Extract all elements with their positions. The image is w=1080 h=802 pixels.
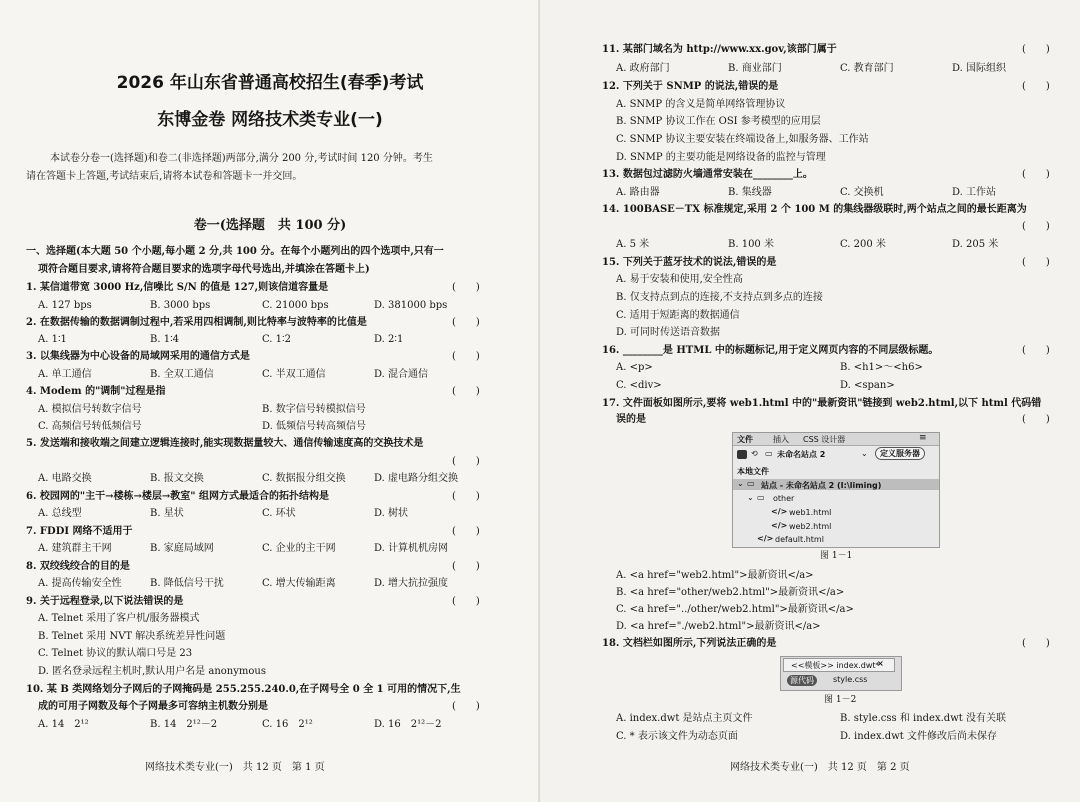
- answer-option[interactable]: B. 1∶4: [150, 334, 180, 345]
- answer-blank: ( ): [452, 386, 480, 397]
- answer-option[interactable]: A. 5 米: [616, 239, 650, 250]
- question-line: C. Telnet 协议的默认端口号是 23: [38, 648, 193, 659]
- answer-blank: ( ): [452, 526, 480, 537]
- answer-option[interactable]: A. 14 2¹²: [38, 719, 89, 730]
- answer-blank: ( ): [1022, 81, 1050, 92]
- answer-option[interactable]: B. style.css 和 index.dwt 没有关联: [840, 713, 1006, 724]
- code-file-icon: </>: [757, 534, 774, 543]
- answer-option[interactable]: B. <h1>～<h6>: [840, 362, 923, 373]
- question-line: 14. 100BASE－TX 标准规定,采用 2 个 100 M 的集线器级联时,两个站点之间的最长距离为: [602, 204, 1027, 215]
- question-line: A. <a href="web2.html">最新资讯</a>: [616, 570, 814, 581]
- define-server-button[interactable]: 定义服务器: [875, 447, 925, 460]
- answer-option[interactable]: B. 3000 bps: [150, 300, 211, 311]
- tree-item-web1[interactable]: web1.html: [789, 508, 832, 517]
- section-intro-2: 项符合题目要求,请将符合题目要求的选项字母代号选出,并填涂在答题卡上): [38, 264, 370, 275]
- page-1-footer: 网络技术类专业(一) 共 12 页 第 1 页: [145, 762, 325, 773]
- question-line: B. Telnet 采用 NVT 解决系统差异性问题: [38, 631, 226, 642]
- answer-option[interactable]: B. 星状: [150, 508, 184, 519]
- question-line: 8. 双绞线绞合的目的是: [26, 561, 130, 572]
- answer-blank: ( ): [1022, 169, 1050, 180]
- answer-option[interactable]: C. 半双工通信: [262, 369, 326, 380]
- folder-icon: ▭: [757, 493, 765, 502]
- answer-option[interactable]: B. 家庭局域网: [150, 543, 214, 554]
- answer-option[interactable]: C. 企业的主干网: [262, 543, 336, 554]
- question-line: C. 适用于短距离的数据通信: [616, 310, 740, 321]
- close-icon[interactable]: ×: [877, 659, 884, 668]
- answer-option[interactable]: C. 交换机: [840, 187, 884, 198]
- answer-option[interactable]: B. 报文交换: [150, 473, 204, 484]
- answer-option[interactable]: D. 205 米: [952, 239, 999, 250]
- question-line: 7. FDDI 网络不适用于: [26, 526, 133, 537]
- answer-option[interactable]: B. 全双工通信: [150, 369, 214, 380]
- code-file-icon: </>: [771, 507, 788, 516]
- question-line: 13. 数据包过滤防火墙通常安装在________上。: [602, 169, 813, 180]
- answer-option[interactable]: A. 建筑群主干网: [38, 543, 112, 554]
- question-line: 9. 关于远程登录,以下说法错误的是: [26, 596, 184, 607]
- tree-item-default[interactable]: default.html: [775, 535, 824, 544]
- document-tab-title: <<模板>> index.dwt*: [791, 661, 880, 670]
- answer-option[interactable]: C. 21000 bps: [262, 300, 329, 311]
- tree-item-web2[interactable]: web2.html: [789, 522, 832, 531]
- question-line: 1. 某信道带宽 3000 Hz,信噪比 S/N 的值是 127,则该信道容量是: [26, 282, 329, 293]
- question-line: 2. 在数据传输的数据调制过程中,若采用四相调制,则比特率与波特率的比值是: [26, 317, 367, 328]
- chevron-down-icon[interactable]: ⌄: [861, 449, 868, 458]
- answer-option[interactable]: C. 200 米: [840, 239, 886, 250]
- document-bar-figure: [780, 656, 902, 691]
- instructions-line-1: 本试卷分卷一(选择题)和卷二(非选择题)两部分,满分 200 分,考试时间 120 分钟。考生: [50, 153, 433, 164]
- question-line: B. 仅支持点到点的连接,不支持点到多点的连接: [616, 292, 823, 303]
- question-line: 17. 文件面板如图所示,要将 web1.html 中的"最新资讯"链接到 web2.html,以下 html 代码错: [602, 398, 1042, 409]
- code-file-icon: </>: [771, 521, 788, 530]
- section-intro-1: 一、选择题(本大题 50 个小题,每小题 2 分,共 100 分。在每个小题列出的四个选项中,只有一: [26, 246, 444, 257]
- answer-option[interactable]: C. <div>: [616, 380, 662, 391]
- answer-blank: ( ): [452, 561, 480, 572]
- answer-option[interactable]: C. 数据报分组交换: [262, 473, 346, 484]
- tab-insert[interactable]: 插入: [773, 435, 789, 444]
- question-line: A. 易于安装和使用,安全性高: [616, 274, 743, 285]
- answer-option[interactable]: A. 提高传输安全性: [38, 578, 122, 589]
- question-line: 15. 下列关于蓝牙技术的说法,错误的是: [602, 257, 777, 268]
- answer-option[interactable]: C. * 表示该文件为动态页面: [616, 731, 738, 742]
- answer-option[interactable]: D. <span>: [840, 380, 895, 391]
- page-2-footer: 网络技术类专业(一) 共 12 页 第 2 页: [730, 762, 910, 773]
- question-line: 误的是: [616, 414, 646, 425]
- sync-icon[interactable]: ⟲: [751, 449, 758, 458]
- answer-option[interactable]: B. 降低信号干扰: [150, 578, 224, 589]
- question-line: D. <a href="./web2.html">最新资讯</a>: [616, 621, 821, 632]
- answer-option[interactable]: D. 混合通信: [374, 369, 429, 380]
- question-line: D. 可同时传送语音数据: [616, 327, 721, 338]
- answer-blank: ( ): [452, 317, 480, 328]
- answer-option[interactable]: D. 381000 bps: [374, 300, 448, 311]
- question-line: 16. ________是 HTML 中的标题标记,用于定义网页内容的不同层级标题。: [602, 345, 939, 356]
- answer-blank: ( ): [1022, 638, 1050, 649]
- figure-1-1-caption: 图 1－1: [820, 551, 853, 561]
- question-line: B. <a href="other/web2.html">最新资讯</a>: [616, 587, 845, 598]
- exam-title: 2026 年山东省普通高校招生(春季)考试: [116, 73, 424, 93]
- question-line: C. <a href="../other/web2.html">最新资讯</a>: [616, 604, 854, 615]
- question-line: 3. 以集线器为中心设备的局域网采用的通信方式是: [26, 351, 250, 362]
- section-title: 卷一(选择题 共 100 分): [193, 218, 347, 233]
- question-line: A. Telnet 采用了客户机/服务器模式: [38, 613, 200, 624]
- answer-option[interactable]: A. 1∶1: [38, 334, 67, 345]
- answer-option[interactable]: D. 树状: [374, 508, 409, 519]
- answer-option[interactable]: A. 路由器: [616, 187, 660, 198]
- answer-option[interactable]: D. 国际组织: [952, 63, 1007, 74]
- question-line: 11. 某部门域名为 http://www.xx.gov,该部门属于: [602, 44, 837, 55]
- answer-blank: ( ): [452, 596, 480, 607]
- answer-option[interactable]: D. 2∶1: [374, 334, 404, 345]
- site-icon: [737, 450, 747, 459]
- answer-option[interactable]: B. 数字信号转模拟信号: [262, 404, 366, 415]
- question-line: 成的可用子网数及每个子网最多可容纳主机数分别是: [38, 701, 268, 712]
- answer-option[interactable]: A. 政府部门: [616, 63, 670, 74]
- answer-blank: ( ): [452, 351, 480, 362]
- answer-option[interactable]: B. 14 2¹²－2: [150, 719, 218, 730]
- question-line: A. SNMP 的含义是简单网络管理协议: [616, 99, 786, 110]
- answer-blank: ( ): [1022, 414, 1050, 425]
- tree-item-site[interactable]: 站点 - 未命名站点 2 (I:\liming): [761, 481, 882, 490]
- answer-option[interactable]: D. 低频信号转高频信号: [262, 421, 367, 432]
- question-line: 18. 文档栏如图所示,下列说法正确的是: [602, 638, 777, 649]
- answer-option[interactable]: C. 教育部门: [840, 63, 894, 74]
- answer-option[interactable]: C. 增大传输距离: [262, 578, 336, 589]
- answer-option[interactable]: A. index.dwt 是站点主页文件: [616, 713, 753, 724]
- tab-files[interactable]: 文件: [737, 435, 753, 444]
- answer-option[interactable]: A. 单工通信: [38, 369, 92, 380]
- answer-option[interactable]: D. index.dwt 文件修改后尚未保存: [840, 731, 997, 742]
- answer-option[interactable]: A. 127 bps: [38, 300, 92, 311]
- question-line: 10. 某 B 类网络划分子网后的子网掩码是 255.255.240.0,在子网号全 0 全 1 可用的情况下,生: [26, 684, 461, 695]
- question-line: 4. Modem 的"调制"过程是指: [26, 386, 166, 397]
- file-panel-figure: [732, 432, 940, 548]
- answer-option[interactable]: D. 增大抗拉强度: [374, 578, 449, 589]
- answer-option[interactable]: A. 电路交换: [38, 473, 92, 484]
- answer-blank: ( ): [1022, 257, 1050, 268]
- answer-option[interactable]: A. <p>: [616, 362, 653, 373]
- question-line: 5. 发送端和接收端之间建立逻辑连接时,能实现数据量较大、通信传输速度高的交换技术是: [26, 438, 424, 449]
- answer-option[interactable]: B. 100 米: [728, 239, 774, 250]
- tab-css-designer[interactable]: CSS 设计器: [803, 435, 846, 444]
- question-line: 6. 校园网的"主干→楼栋→楼层→教室" 组网方式最适合的拓扑结构是: [26, 491, 329, 502]
- answer-option[interactable]: D. 16 2¹²－2: [374, 719, 442, 730]
- answer-option[interactable]: C. 16 2¹²: [262, 719, 313, 730]
- answer-blank: ( ): [452, 282, 480, 293]
- local-files-label: 本地文件: [737, 467, 769, 476]
- answer-option[interactable]: C. 1∶2: [262, 334, 291, 345]
- answer-option[interactable]: B. 商业部门: [728, 63, 782, 74]
- answer-option[interactable]: C. 高频信号转低频信号: [38, 421, 142, 432]
- figure-1-2-caption: 图 1－2: [824, 695, 857, 705]
- answer-option[interactable]: D. 计算机机房网: [374, 543, 449, 554]
- answer-blank: ( ): [452, 491, 480, 502]
- answer-option[interactable]: D. 工作站: [952, 187, 997, 198]
- folder-icon: ▭: [765, 449, 773, 458]
- style-css-related-file[interactable]: style.css: [833, 675, 868, 684]
- question-line: D. 匿名登录远程主机时,默认用户名是 anonymous: [38, 666, 266, 677]
- question-line: C. SNMP 协议主要安装在终端设备上,如服务器、工作站: [616, 134, 869, 145]
- answer-blank: ( ): [1022, 221, 1050, 232]
- answer-blank: ( ): [452, 456, 480, 467]
- chevron-down-icon[interactable]: ⌄: [737, 479, 744, 488]
- answer-option[interactable]: A. 模拟信号转数字信号: [38, 404, 142, 415]
- answer-option[interactable]: B. 集线器: [728, 187, 772, 198]
- answer-blank: ( ): [1022, 44, 1050, 55]
- answer-option[interactable]: C. 环状: [262, 508, 296, 519]
- question-line: 12. 下列关于 SNMP 的说法,错误的是: [602, 81, 779, 92]
- site-selector[interactable]: 未命名站点 2: [777, 450, 826, 459]
- source-code-button[interactable]: 源代码: [787, 675, 817, 686]
- exam-subtitle: 东博金卷 网络技术类专业(一): [157, 110, 383, 130]
- question-line: D. SNMP 的主要功能是网络设备的监控与管理: [616, 152, 826, 163]
- chevron-down-icon[interactable]: ⌄: [747, 493, 754, 502]
- answer-blank: ( ): [1022, 345, 1050, 356]
- panel-menu-icon[interactable]: ≡: [919, 433, 927, 443]
- answer-option[interactable]: D. 虚电路分组交换: [374, 473, 459, 484]
- answer-option[interactable]: A. 总线型: [38, 508, 82, 519]
- folder-icon: ▭: [747, 479, 755, 488]
- instructions-line-2: 请在答题卡上答题,考试结束后,请将本试卷和答题卡一并交回。: [26, 171, 303, 182]
- tree-item-other[interactable]: other: [773, 494, 795, 503]
- answer-blank: ( ): [452, 701, 480, 712]
- question-line: B. SNMP 协议工作在 OSI 参考模型的应用层: [616, 116, 821, 127]
